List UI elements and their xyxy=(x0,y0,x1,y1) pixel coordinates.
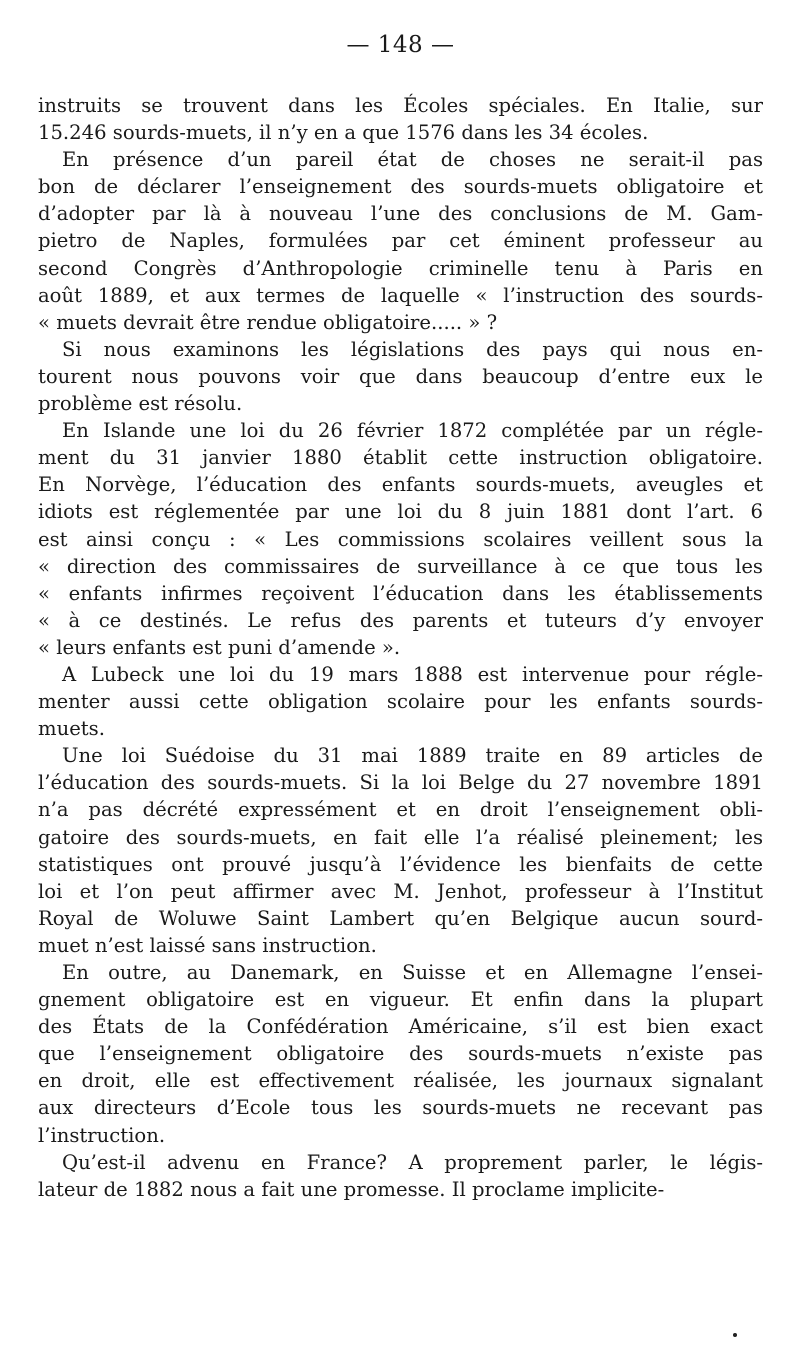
paragraph xyxy=(38,417,763,661)
text-line: tourent nous pouvons voir que dans beaucoup d’entre eux le xyxy=(38,364,763,388)
paragraph xyxy=(38,336,763,417)
text-line: août 1889, et aux termes de laquelle « l’instruction des sourds- xyxy=(38,283,763,307)
text-line: statistiques ont prouvé jusqu’à l’évidence les bienfaits de cette xyxy=(38,852,763,876)
paragraph xyxy=(38,92,763,146)
text-line: problème est résolu. xyxy=(38,392,243,416)
text-line: Si nous examinons les législations des pays qui nous en- xyxy=(62,337,763,361)
text-line: ment du 31 janvier 1880 établit cette instruction obligatoire. xyxy=(38,446,763,470)
text-line: l’éducation des sourds-muets. Si la loi Belge du 27 novembre 1891 xyxy=(38,771,763,795)
text-line: en droit, elle est effectivement réalisée, les journaux signalant xyxy=(38,1069,763,1093)
text-line: l’instruction. xyxy=(38,1123,166,1147)
text-line: Royal de Woluwe Saint Lambert qu’en Belgique aucun sourd- xyxy=(38,906,763,930)
text-line: 15.246 sourds-muets, il n’y en a que 1576 dans les 34 écoles. xyxy=(38,121,649,145)
text-line: gnement obligatoire est en vigueur. Et enfin dans la plupart xyxy=(38,988,763,1012)
text-line: muets. xyxy=(38,717,105,741)
ink-speck xyxy=(733,1333,737,1337)
book-page xyxy=(38,28,763,1203)
text-line: lateur de 1882 nous a fait une promesse. Il proclame implicite- xyxy=(38,1177,665,1201)
text-line: bon de déclarer l’enseignement des sourds-muets obligatoire et xyxy=(38,175,763,199)
text-line: « leurs enfants est puni d’amende ». xyxy=(38,635,401,659)
text-line: est ainsi conçu : « Les commissions scolaires veillent sous la xyxy=(38,527,763,551)
text-line: Une loi Suédoise du 31 mai 1889 traite en 89 articles de xyxy=(62,744,763,768)
text-line: second Congrès d’Anthropologie criminelle tenu à Paris en xyxy=(38,256,763,280)
body-text xyxy=(38,92,763,1203)
text-line: « muets devrait être rendue obligatoire..... » ? xyxy=(38,310,498,334)
text-line: des États de la Confédération Américaine, s’il est bien exact xyxy=(38,1015,763,1039)
text-line: idiots est réglementée par une loi du 8 juin 1881 dont l’art. 6 xyxy=(38,500,763,524)
text-line: loi et l’on peut affirmer avec M. Jenhot, professeur à l’Institut xyxy=(38,879,763,903)
paragraph xyxy=(38,959,763,1149)
paragraph xyxy=(38,742,763,959)
text-line: A Lubeck une loi du 19 mars 1888 est intervenue pour régle- xyxy=(62,662,763,686)
text-line: menter aussi cette obligation scolaire pour les enfants sourds- xyxy=(38,690,763,714)
text-line: aux directeurs d’Ecole tous les sourds-muets ne recevant pas xyxy=(38,1096,763,1120)
text-line: instruits se trouvent dans les Écoles spéciales. En Italie, sur xyxy=(38,94,763,117)
text-line: En outre, au Danemark, en Suisse et en Allemagne l’ensei- xyxy=(62,961,763,984)
text-line: En Norvège, l’éducation des enfants sourds-muets, aveugles et xyxy=(38,473,763,497)
paragraph xyxy=(38,146,763,336)
page-number: — 148 — xyxy=(346,32,455,58)
text-line: que l’enseignement obligatoire des sourds-muets n’existe pas xyxy=(38,1042,763,1066)
text-line: « direction des commissaires de surveillance à ce que tous les xyxy=(38,554,763,578)
text-line: En Islande une loi du 26 février 1872 complétée par un régle- xyxy=(62,419,763,443)
text-line: « à ce destinés. Le refus des parents et tuteurs d’y envoyer xyxy=(38,608,763,632)
paragraph xyxy=(38,661,763,742)
text-line: Qu’est-il advenu en France? A proprement parler, le légis- xyxy=(62,1150,763,1174)
paragraph xyxy=(38,1149,763,1203)
text-line: « enfants infirmes reçoivent l’éducation dans les établissements xyxy=(38,581,763,605)
text-line: n’a pas décrété expressément et en droit l’enseignement obli- xyxy=(38,798,763,822)
text-line: d’adopter par là à nouveau l’une des conclusions de M. Gam- xyxy=(38,202,763,226)
text-line: muet n’est laissé sans instruction. xyxy=(38,933,377,957)
text-line: En présence d’un pareil état de choses ne serait-il pas xyxy=(62,148,763,172)
text-line: gatoire des sourds-muets, en fait elle l’a réalisé pleinement; les xyxy=(38,825,763,849)
text-line: pietro de Naples, formulées par cet éminent professeur au xyxy=(38,229,763,253)
